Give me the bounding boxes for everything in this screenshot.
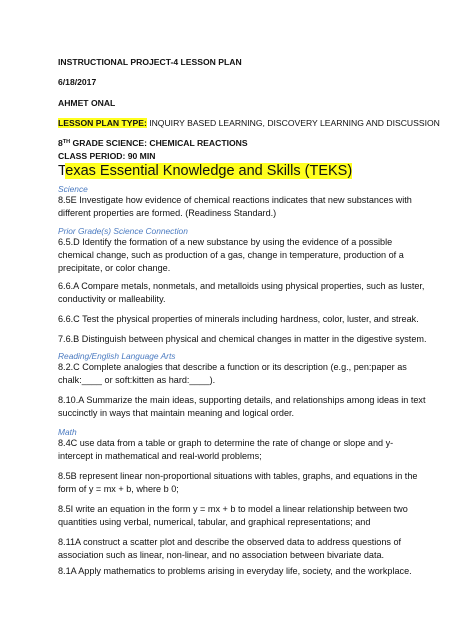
project-title: INSTRUCTIONAL PROJECT-4 LESSON PLAN [58, 57, 242, 67]
grade-rest: GRADE SCIENCE: CHEMICAL REACTIONS [70, 138, 248, 148]
standard-item: 8.10.A Summarize the main ideas, supporting details, and relationships among ideas in text succinctly in ways that maintain meaning and logical order. [58, 395, 426, 419]
standard-item: 6.6.C Test the physical properties of minerals including hardness, color, luster, and streak. [58, 314, 419, 324]
teks-title-first-letter: T [58, 163, 66, 179]
author-name: AHMET ONAL [58, 98, 116, 108]
grade-number: 8 [58, 138, 63, 148]
lesson-plan-type-value: INQUIRY BASED LEARNING, DISCOVERY LEARNING AND DISCUSSION [146, 118, 440, 128]
standard-item: 8.5I write an equation in the form y = mx + b to model a linear relationship between two quantities using verbal, numerical, tabular, and graphical representations; and [58, 504, 408, 528]
lesson-date: 6/18/2017 [58, 77, 97, 87]
section-label-math: Math [58, 427, 77, 437]
lesson-plan-type-label: LESSON PLAN TYPE: [58, 118, 147, 128]
standard-item: 8.1A Apply mathematics to problems arising in everyday life, society, and the workplace. [58, 566, 412, 576]
standard-item: 6.6.A Compare metals, nonmetals, and metalloids using physical properties, such as luster, conductivity or malleability. [58, 281, 425, 305]
standard-item: 6.5.D Identify the formation of a new substance by using the evidence of a possible chemical change, such as production of a gas, change in temperature, production of a precipitate, or color change. [58, 237, 404, 274]
class-period: CLASS PERIOD: 90 MIN [58, 151, 156, 161]
standard-item: 8.11A construct a scatter plot and describe the observed data to address questions of association such as linear, non-linear, and no association between bivariate data. [58, 537, 402, 561]
standard-item: 8.2.C Complete analogies that describe a function or its description (e.g., pen:paper as chalk:____ or soft:kitten as hard:____). [58, 362, 407, 386]
section-label-science: Science [58, 184, 88, 194]
grade-suffix: TH [62, 139, 71, 145]
teks-title [58, 163, 352, 179]
section-label-prior-grades: Prior Grade(s) Science Connection [58, 226, 188, 236]
lesson-plan-type [58, 118, 440, 128]
standard-item: 8.4C use data from a table or graph to determine the rate of change or slope and y-intercept in mathematical and real-world problems; [58, 438, 394, 462]
standard-item: 7.6.B Distinguish between physical and chemical changes in matter in the digestive system. [58, 334, 427, 344]
teks-title-rest: exas Essential Knowledge and Skills (TEKS) [65, 163, 353, 179]
standard-item: 8.5E Investigate how evidence of chemical reactions indicates that new substances with different properties are formed. (Readiness Standard.) [58, 195, 412, 219]
standard-item: 8.5B represent linear non-proportional situations with tables, graphs, and equations in the form of y = mx + b, where b 0; [58, 471, 418, 495]
grade-subject [58, 138, 248, 148]
section-label-reading: Reading/English Language Arts [58, 351, 176, 361]
